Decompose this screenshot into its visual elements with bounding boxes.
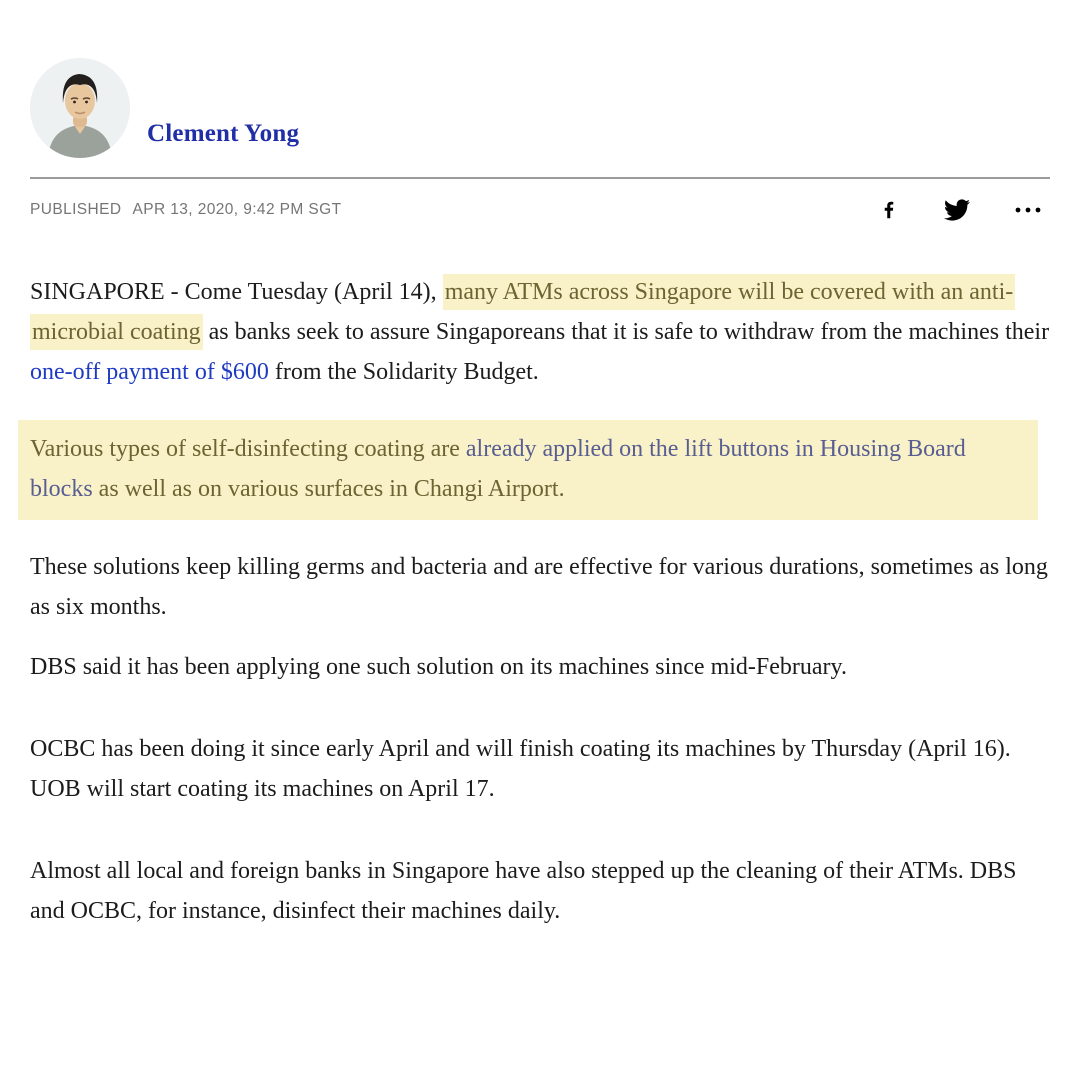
more-options-icon[interactable]	[1014, 199, 1042, 221]
article-paragraph	[30, 272, 1050, 392]
article-paragraph	[30, 851, 1050, 931]
text-segment: as banks seek to assure Singaporeans that it is safe to withdraw from the machines their	[202, 319, 1050, 345]
text-segment: These solutions keep killing germs and bacteria and are effective for various durations, sometimes as long as six months.	[30, 554, 1048, 620]
highlighted-text: Various types of self-disinfecting coating are	[30, 436, 466, 462]
article-meta-row	[30, 192, 1050, 228]
article-body	[30, 272, 1050, 931]
article-paragraph	[30, 729, 1050, 809]
highlighted-paragraph	[18, 420, 1038, 520]
article-paragraph	[30, 647, 1050, 687]
section-divider	[30, 177, 1050, 179]
article-link[interactable]: already applied on the lift buttons in Housing Board blocks	[30, 436, 966, 502]
article-paragraph	[30, 547, 1050, 627]
text-segment: Almost all local and foreign banks in Singapore have also stepped up the cleaning of their ATMs. DBS and OCBC, for instance, disinfect their machines daily.	[30, 858, 1017, 924]
highlighted-text: as well as on various surfaces in Changi Airport.	[92, 476, 565, 502]
share-toolbar	[878, 197, 1050, 223]
text-segment: from the Solidarity Budget.	[268, 359, 539, 385]
text-segment: DBS said it has been applying one such solution on its machines since mid-February.	[30, 654, 847, 680]
author-name-link[interactable]: Clement Yong	[147, 120, 300, 147]
published-label: PUBLISHED	[30, 201, 122, 218]
highlighted-text: many ATMs across Singapore will be covered with an anti-microbial coating	[30, 274, 1015, 350]
author-byline	[30, 58, 1050, 158]
facebook-icon[interactable]	[878, 199, 900, 221]
author-portrait-image	[30, 58, 130, 158]
published-datetime: APR 13, 2020, 9:42 PM SGT	[132, 201, 342, 218]
article-link[interactable]: one-off payment of $600	[30, 359, 269, 385]
text-segment: OCBC has been doing it since early April and will finish coating its machines by Thursday (April 16). UOB will start coating its machines on April 17.	[30, 736, 1011, 802]
text-segment: SINGAPORE - Come Tuesday (April 14),	[30, 279, 443, 305]
published-info	[30, 201, 342, 219]
twitter-icon[interactable]	[944, 197, 970, 223]
author-avatar[interactable]	[30, 58, 130, 158]
